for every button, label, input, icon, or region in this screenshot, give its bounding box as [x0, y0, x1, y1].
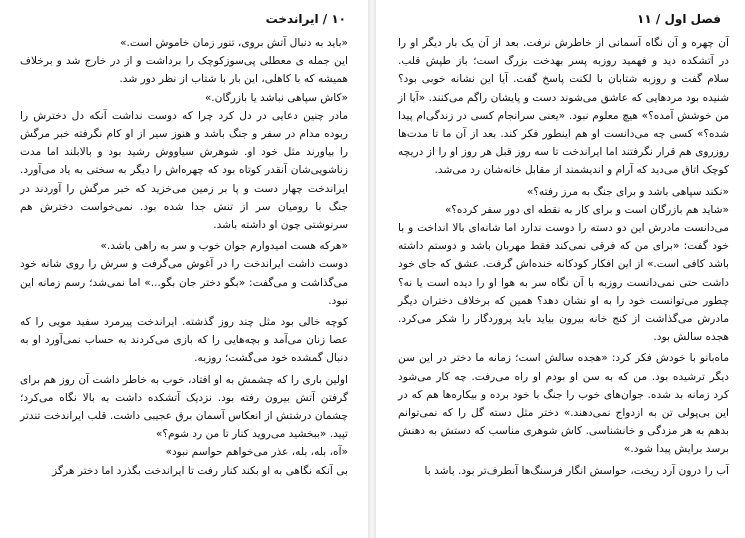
paragraph: «شاید هم بازرگان است و برای کار به نقطه ای دور سفر کرده؟» — [444, 203, 729, 216]
paragraph: «هرکه هست امیدوارم جوان خوب و سر به راهی باشد.» — [100, 240, 348, 253]
right-page-header: فصل اول / ۱۱ — [637, 12, 721, 26]
book-gutter — [368, 0, 376, 538]
right-page — [376, 0, 745, 538]
paragraph: بی آنکه نگاهی به او بکند کنار رفت تا ایراندخت بگذرد اما دختر هرگز — [52, 464, 348, 477]
paragraph: کوچه خالی بود مثل چند روز گذشته. ایراندخت پیرمرد سفید مویی را که عصا زنان می‌آمد و بچه‌هایی را که بازی می‌کردند به حساب نمی‌آورد او به دنبال گمشده خود می‌گشت؛ روزبه. — [20, 316, 348, 365]
right-page-text — [398, 34, 729, 480]
paragraph: اولین باری را که چشمش به او افتاد، خوب به خاطر داشت آن روز هم برای گرفتن آتش بیرون رفته بود. نزدیک آتشکده داشت به بالا نگاه می‌کرد؛ چشمان درشتش از انعکاس آسمان برق عجیبی داشت. قلب ایراندخت تندتر تپید. «ببخشید می‌روید کنار تا من رد شوم؟» — [20, 373, 348, 441]
paragraph: دوست داشت ایراندخت را در آغوش می‌گرفت و سرش را روی شانه خود می‌گذاشت و می‌گفت: «بگو دختر جان بگو...» اما نمی‌شد؛ رسم زمانه این نبود. — [20, 258, 348, 307]
paragraph: آب را درون آرد ریخت، حواسش انگار فرسنگ‌ها آنطرف‌تر بود. باشد با — [424, 464, 729, 477]
paragraph: «باید به دنبال آتش بروی، تنور زمان خاموش است.» — [120, 37, 348, 49]
paragraph: ماه‌بانو با خودش فکر کرد: «هجده سالش است؛ زمانه ما دختر در این سن دیگر ترشیده بود. من که به سن او بودم او راه می‌رفت. چه کار می‌شود کرد زمانه بد شده. جوان‌های خوب را جنگ با خود برده و بیکاره‌ها هم که در این بی‌پولی تن به ازدواج نمی‌دهند.» دختر مثل دسته گل را که نمی‌توانم بدهم به هر مزدگی و خانشناسی. کاش شوهری مناسب که دستش به دهنش برسد برایش پیدا شود.» — [398, 352, 729, 456]
paragraph: «آه، بله، بله، عذر می‌خواهم حواسم نبود» — [165, 446, 348, 459]
paragraph: آن چهره و آن نگاه آسمانی از خاطرش نرفت. بعد از آن یک بار دیگر او را در آتشکده دید و فهمید روزبه پسر بهدخت بزرگ است؛ باز طپش قلب. سلام گفت و روزبه شتابان با لکنت پاسخ گفت. آیا این نشانه خوبی بود؟ شنیده بود مردهایی که عاشق می‌شوند دست و پایشان راگم می‌کنند. «آیا از من خوشش آمده؟» هیچ معلوم نبود. «یعنی سرانجام کسی در زندگی‌ام پیدا شده؟» کسی چه می‌دانست او هم اینطور فکر کند. بعد از آن ما تا مدت‌ها روزروی هم قرار نگرفتند اما ایراندخت تا سه روز قبل هر روز او را از دریچه کوچک اتاق می‌دید که آرام و اندیشمند از مقابل خانه‌شان رد می‌شد. — [398, 37, 729, 177]
paragraph: این جمله ی معطلی پی‌سوزکوچک را برداشت و از در خارج شد و برخلاف همیشه که با کاهلی، این بار با شتاب از نظر دور شد. — [20, 55, 348, 86]
paragraph: «نکند سپاهی باشد و برای جنگ به مرز رفته؟» — [526, 185, 729, 198]
left-page-text — [20, 34, 348, 480]
paragraph: می‌دانست مادرش این دو دسته را دوست ندارد اما شانه‌ای بالا انداخت و با خود گفت: «برای من که فرقی نمی‌کند فقط مهربان باشد و دوستم داشته باشد کافی است.» از این افکار کودکانه خنده‌اش گرفت. عشق که جای خود داشت حتی نمی‌دانست روزبه با آن نگاه سر به هوا او را دیده است یا نه؟ چطور می‌توانست خود را به او نشان دهد؟ همین که برخلاف دختران دیگر مادرش می‌گذاشت از کنج خانه بیرون بیاید باید پروردگار را شکر می‌کرد. هجده سالش بود. — [398, 222, 729, 344]
paragraph: «کاش سپاهی نباشد یا بازرگان.» — [204, 91, 348, 104]
paragraph: مادر چنین دعایی در دل کرد چرا که دوست نداشت آنکه دل دخترش را ربوده مدام در سفر و جنگ باشد و هنوز سیر از او کام نگرفته خبر مرگش را بیاورند مثل خود او. شوهرش سیاووش رشید بود و بالابلند اما مدت زناشویی‌شان آنقدر کوتاه بود که چهره‌اش را دیگر به سختی به یاد می‌آورد. ایراندخت چهار دست و پا بر زمین می‌خزید که خبر مرگش را آوردند در جنگ با رومیان سر از تنش جدا شده بود. نمی‌خواست دخترش هم سرنوشتی چون او داشته باشد. — [20, 109, 348, 232]
left-page — [0, 0, 368, 538]
left-page-header: ۱۰ / ایراندخت — [265, 12, 346, 26]
